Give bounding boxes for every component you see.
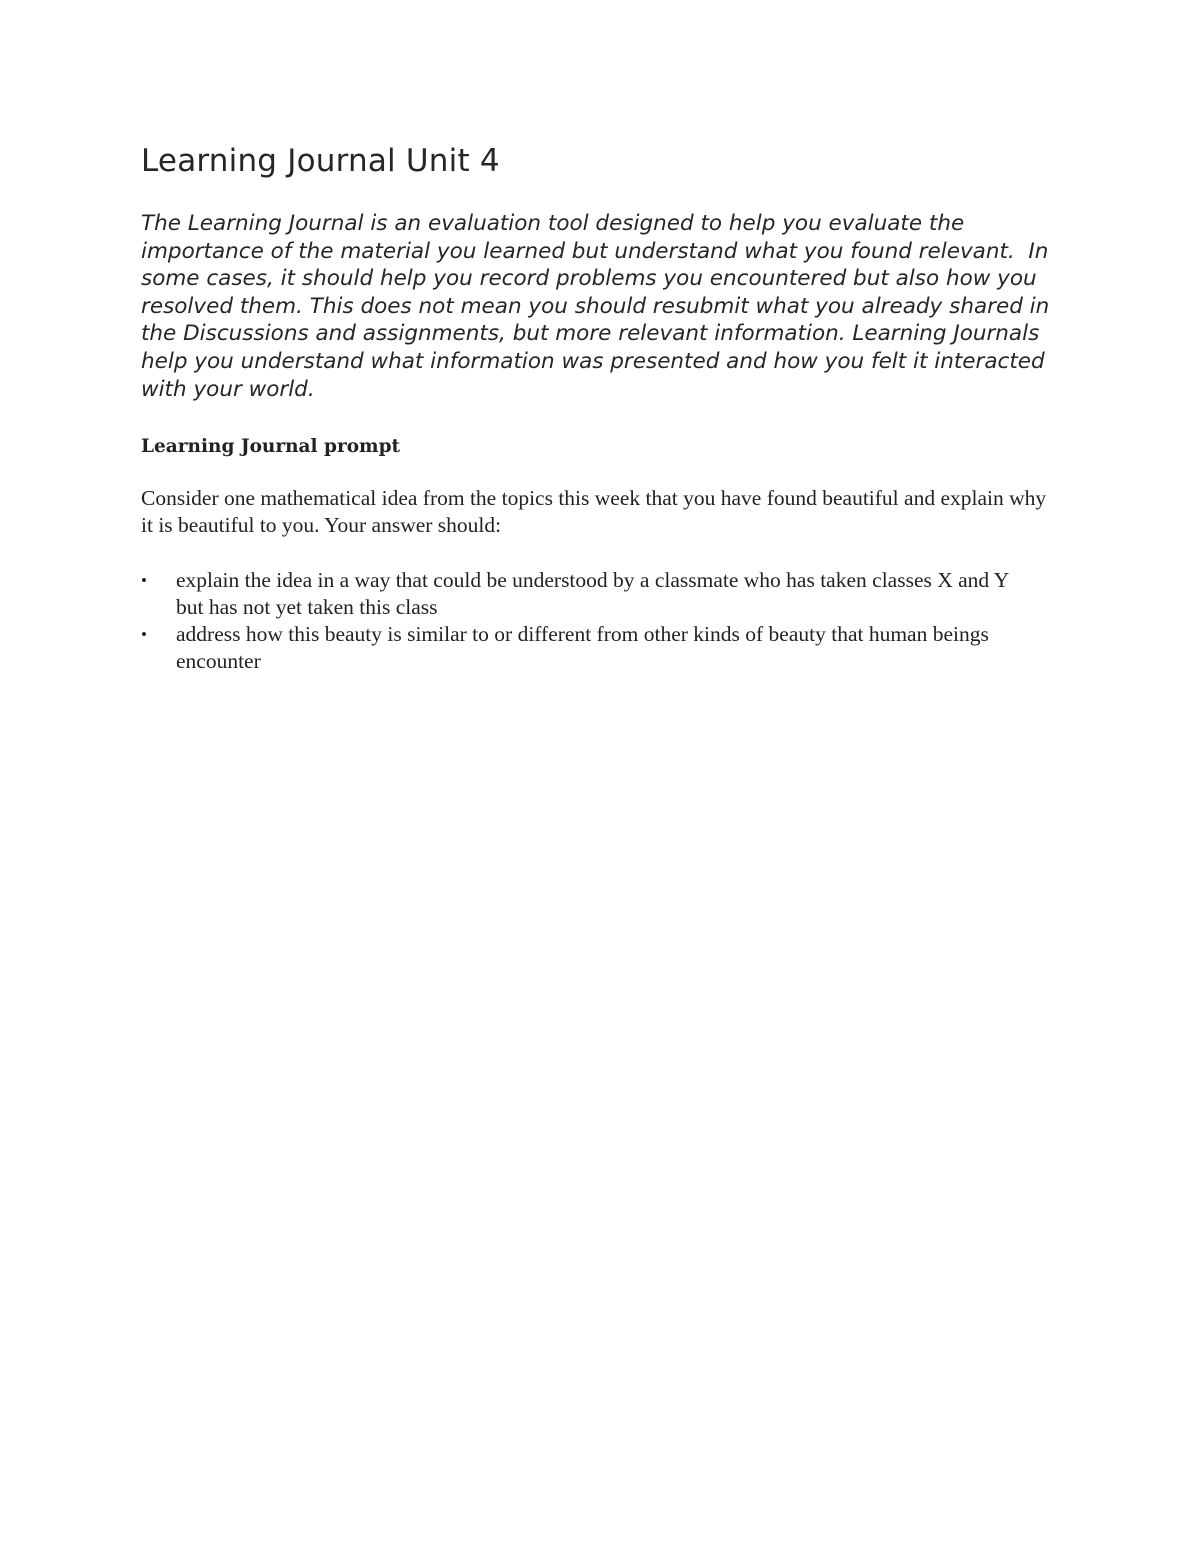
list-item	[141, 567, 1031, 621]
document-page	[141, 140, 1061, 675]
document-title: Learning Journal Unit 4	[141, 143, 500, 179]
list-item-text: address how this beauty is similar to or different from other kinds of beauty that human beings encounter	[176, 622, 989, 674]
requirements-list	[141, 567, 1061, 675]
list-item	[141, 621, 1031, 675]
bullet-icon: •	[141, 625, 147, 645]
prompt-body: Consider one mathematical idea from the topics this week that you have found beautiful and explain why it is beautiful to you. Your answer should:	[141, 486, 1047, 538]
intro-paragraph: The Learning Journal is an evaluation tool designed to help you evaluate the importance of the material you learned but understand what you found relevant. In some cases, it should help you record problems you encountered but also how you resolved them. This does not mean you should resubmit what you already shared in the Discussions and assignments, but more relevant information. Learning Journals help you understand what information was presented and how you felt it interacted with your world.	[141, 211, 1057, 402]
bullet-icon: •	[141, 571, 147, 591]
list-item-text: explain the idea in a way that could be understood by a classmate who has taken classes X and Y but has not yet taken this class	[176, 568, 1009, 620]
prompt-heading: Learning Journal prompt	[141, 436, 401, 458]
